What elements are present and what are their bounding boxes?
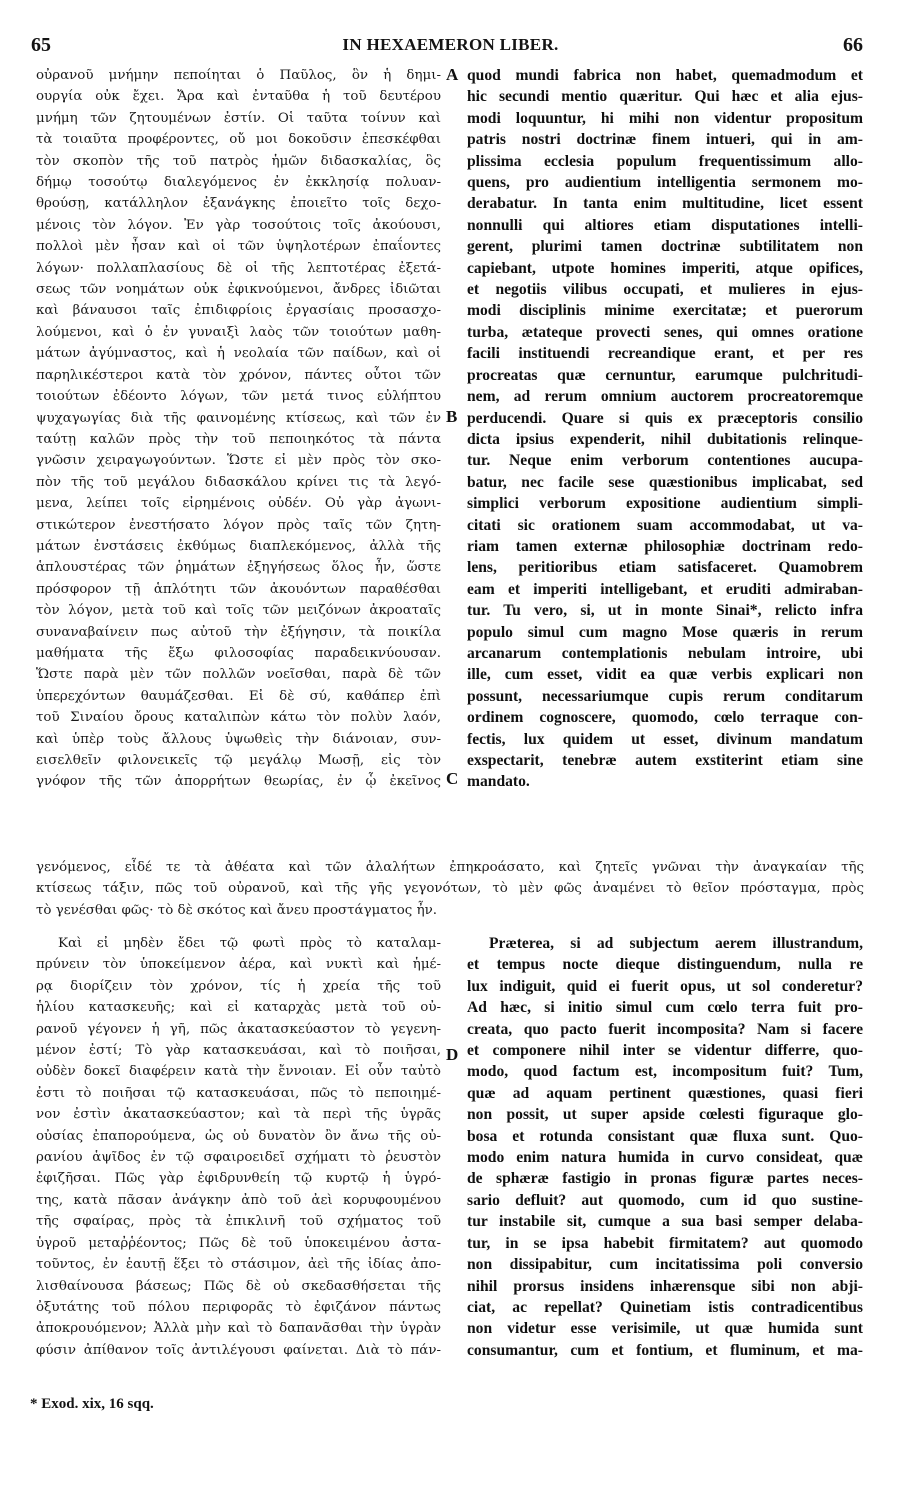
text-line: riam tamen externæ philosophiæ doctrinam redo- [467, 537, 863, 555]
text-line: ρᾳ διορίζειν τὸν χρόνον, τίς ἡ χρεία τῆς τοῦ [36, 978, 441, 994]
latin-column-top [467, 65, 863, 793]
text-line: patris nostri doctrinæ finem intueri, qui in am- [467, 131, 863, 149]
text-line: populo simul cum magno Mose quæris in rerum [467, 623, 863, 641]
text-line: bosa et rotunda consistant quæ fluxa sunt. Quo- [467, 1127, 863, 1145]
text-line: Præterea, si ad subjectum aerem illustrandum, [489, 935, 863, 952]
text-line: hic secundi mentio quæritur. Qui hæc et alia ejus- [467, 88, 863, 106]
text-line: nihil prorsus insidens inhærensque sibi non abji- [467, 1277, 863, 1295]
text-line: lux indiguit, quid ei fuerit opus, ut sol conderetur? [467, 977, 863, 995]
text-line: ὑπερεχόντων θαυμάζεσθαι. Εἰ δὲ σύ, καθάπερ ἐπὶ [36, 688, 441, 704]
text-line: nonnulli qui altiores etiam disputationes intelli- [467, 216, 863, 234]
text-line: modi loquuntur, hi mihi non videntur propositum [467, 109, 863, 127]
text-line: modi disciplinis minime exercitatæ; et puerorum [467, 302, 863, 320]
text-line: τὸν λόγον, μετὰ τοῦ καὶ τοῖς τῶν μειζόνων ἀκροαταῖς [36, 603, 441, 619]
text-line: et tempus nocte dieque distinguendum, nulla re [467, 956, 863, 974]
margin-marker-c: C [446, 769, 459, 788]
text-line: κτίσεως τάξιν, πῶς τοῦ οὐρανοῦ, καὶ τῆς γῆς γεγονότων, τὸ μὲν φῶς ἀναμένει τὸ θεῖον πρόσταγμα, πρὸς [36, 881, 864, 897]
text-line: πρύνειν τὸν ὑποκείμενον ἀέρα, καὶ νυκτὶ καὶ ἡμέ- [36, 957, 441, 973]
greek-column-top [36, 65, 441, 793]
text-line: πρόσφορον τῇ ἁπλότητι τῶν ἀκουόντων παραθέσθαι [36, 581, 441, 597]
text-line: non videtur esse verisimile, ut quæ humida sunt [467, 1320, 863, 1338]
text-line: μαθήματα τῆς ἔξω φιλοσοφίας παραδεικνύουσαν. [36, 645, 441, 661]
text-line: τὸν σκοπὸν τῆς τοῦ πατρὸς ἡμῶν διδασκαλίας, ὃς [36, 153, 441, 169]
text-line: Ὥστε παρὰ μὲν τῶν πολλῶν νοεῖσθαι, παρὰ δὲ τῶν [36, 667, 441, 683]
text-line: παρηλικέστεροι κατὰ τὸν χρόνον, πάντες οὗτοι τῶν [36, 367, 441, 383]
text-line: Ad hæc, si initio simul cum cœlo terra fuit pro- [467, 999, 863, 1017]
text-line: ἀποκρουόμενον; Ἀλλὰ μὴν καὶ τὸ δαπανᾶσθαι τὴν ὑγρὰν [36, 1321, 441, 1337]
text-line: arcanarum contemplationis nebulam introire, ubi [467, 644, 863, 662]
text-line: fectis, lux quidem ut esset, divinum mandatum [467, 730, 863, 748]
text-line: non possit, ut super apside cœlesti figuraque glo- [467, 1106, 863, 1124]
text-line: modo, quod factum est, incompositum fuit? Tum, [467, 1063, 863, 1081]
text-line: ψυχαγωγίας διὰ τῆς φαινομένης κτίσεως, καὶ τῶν ἐν [36, 410, 441, 426]
text-line: gerent, plurimi tamen doctrinæ subtilitatem non [467, 238, 863, 256]
text-line: τὸ γενέσθαι φῶς· τὸ δὲ σκότος καὶ ἄνευ προστάγματος ἦν. [36, 902, 437, 918]
text-line: φύσιν ἀπίθανον τοῖς ἀντιλέγουσι φαίνεται. Διὰ τὸ πάν- [36, 1342, 441, 1358]
page-number-right: 66 [843, 34, 863, 56]
text-line: καὶ ὑπὲρ τοὺς ἄλλους ὑψωθεὶς τὴν διάνοιαν, συν- [36, 731, 441, 747]
text-line: λόγων· πολλαπλασίους δὲ οἱ τῆς λεπτοτέρας ἐξετά- [36, 260, 441, 276]
text-line: capiebant, utpote homines imperiti, atque opifices, [467, 259, 863, 277]
text-line: quæ ad aquam pertinent quæstiones, quasi fieri [467, 1084, 863, 1102]
text-line: ὑγροῦ μεταῤῥέοντος; Πῶς δὲ τοῦ ὑποκειμένου ἀστα- [36, 1235, 441, 1251]
text-line: τοῦντος, ἐν ἑαυτῇ ἕξει τὸ στάσιμον, ἀεὶ τῆς ἰδίας ἀπο- [36, 1257, 441, 1273]
text-line: tur instabile sit, cumque a sua basi semper delaba- [467, 1213, 863, 1231]
text-line: eam et imperiti intelligebant, et eruditi admiraban- [467, 580, 863, 598]
text-line: μάτων ἐνστάσεις ἐκθύμως διαπλεκόμενος, ἀλλὰ τῆς [36, 538, 441, 554]
text-line: citati sic orationem suam accommodabat, ut va- [467, 516, 863, 534]
text-line: consumantur, cum et fontium, et fluminum, et ma- [467, 1341, 863, 1359]
text-line: tur. Tu vero, si, ut in monte Sinai*, relicto infra [467, 602, 863, 620]
text-line: μνήμη τῶν ζητουμένων ἐστίν. Οἱ ταῦτα τοίνυν καὶ [36, 110, 441, 126]
text-line: καὶ βάναυσοι ταῖς ἐπιδιφρίοις ἐργασίαις προσασχο- [36, 303, 441, 319]
text-line: μάτων ἀγύμναστος, καὶ ἡ νεολαία τῶν παίδων, καὶ οἱ [36, 346, 441, 362]
text-line: modo enim natura humida in curvo consideat, quæ [467, 1149, 863, 1167]
text-line: ordinem cognoscere, quomodo, cœlo terraque con- [467, 709, 863, 727]
text-line: creata, quo pacto fuerit incomposita? Nam si facere [467, 1020, 863, 1038]
text-line: ἁπλουστέρας τῶν ῥημάτων ἐξηγήσεως ὅλος ἦν, ὥστε [36, 560, 441, 576]
text-line: εισελθεῖν φιλονεικεῖς τῷ μεγάλῳ Μωσῇ, εἰς τὸν [36, 753, 441, 768]
text-line: turba, ætateque provecti senes, qui omnes oratione [467, 323, 863, 341]
text-line: της, κατὰ πᾶσαν ἀνάγκην ἀπὸ τοῦ ἀεὶ κορυφουμένου [36, 1192, 441, 1208]
text-line: ille, cum esset, vidit ea quæ verbis explicari non [467, 666, 863, 684]
text-line: lens, peritioribus etiam satisfaceret. Quamobrem [467, 559, 863, 577]
text-line: batur, nec facile sese quæstionibus implicabat, sed [467, 473, 863, 491]
text-line: ρανοῦ γέγονεν ἡ γῆ, πῶς ἀκατασκεύαστον τὸ γεγενη- [36, 1021, 441, 1037]
text-line: τοῦ Σιναίου ὄρους καταλιπὼν κάτω τὸν πολὺν λαόν, [36, 710, 441, 726]
greek-column-bottom [36, 933, 441, 1361]
latin-column-bottom [467, 933, 863, 1361]
text-line: δήμῳ τοσούτῳ διαλεγόμενος ἐν ἐκκλησίᾳ πολυαν- [36, 175, 441, 191]
margin-marker-d: D [446, 1045, 459, 1064]
text-line: quod mundi fabrica non habet, quemadmodum et [467, 67, 863, 84]
text-line: non dissipabitur, cum incitatissima poli conversio [467, 1256, 863, 1274]
text-line: plissima ecclesia populum frequentissimum allo- [467, 152, 863, 170]
text-line: de sphæræ fastigio in pronas figuræ partes neces- [467, 1170, 863, 1188]
text-line: facili instituendi recreandique erant, et per res [467, 345, 863, 363]
text-line: ciat, ac repellat? Quinetiam istis contradicentibus [467, 1298, 863, 1316]
text-line: derabatur. In tanta enim multitudine, licet essent [467, 195, 863, 213]
text-line: πολλοὶ μὲν ἦσαν καὶ οἱ τῶν ὑψηλοτέρων ἐπαΐοντες [36, 239, 441, 255]
text-line: οὐδὲν δοκεῖ διαφέρειν κατὰ τὴν ἔννοιαν. Εἰ οὖν ταὐτὸ [36, 1064, 441, 1080]
text-line: μενα, λείπει τοῖς εἰρημένοις οὐδέν. Οὐ γὰρ ἀγωνι- [36, 496, 441, 512]
text-line: ταύτῃ καλῶν πρὸς τὴν τοῦ πεποιηκότος τὰ πάντα [36, 431, 441, 447]
text-line: γνόφον τῆς τῶν ἀπορρήτων θεωρίας, ἐν ᾧ ἐκεῖνος [36, 774, 441, 790]
text-line: τοιούτων ἐδέοντο λόγων, τῶν μετά τινος εὐλήπτου [36, 389, 441, 405]
text-line: tur. Neque enim verborum contentiones aucupa- [467, 452, 863, 470]
text-line: ἐστι τὸ ποιῆσαι τῷ κατασκευάσαι, πῶς τὸ πεποιημέ- [36, 1085, 441, 1101]
margin-marker-a: A [446, 65, 459, 84]
text-line: tur, in se ipsa habebit firmitatem? aut quomodo [467, 1234, 863, 1252]
text-line: mandato. [467, 773, 530, 791]
text-line: perducendi. Quare si quis ex præceptoris consilio [467, 409, 863, 427]
footnote: * Exod. xix, 16 sqq. [30, 1396, 154, 1412]
text-line: σεως τῶν νοημάτων οὐκ ἐφικνούμενοι, ἄνδρες ἰδιῶται [36, 282, 441, 298]
text-line: τῆς σφαίρας, πρὸς τὰ ἐπικλινῆ τοῦ σχήματος τοῦ [36, 1214, 441, 1230]
text-line: γνῶσιν χειραγωγούντων. Ὥστε εἰ μὲν πρὸς τὸν σκο- [36, 453, 441, 469]
text-line: νον ἐστὶν ἀκατασκεύαστον; καὶ τὰ περὶ τῆς ὑγρᾶς [36, 1107, 441, 1123]
text-line: ἐφιζῆσαι. Πῶς γὰρ ἐφιδρυνθείη τῷ κυρτῷ ἡ ὑγρό- [36, 1171, 441, 1187]
text-line: dicta ipsius expenderit, nihil dubitationis relinque- [467, 430, 863, 448]
text-line: ὀξυτάτης τοῦ πόλου περιφορᾶς τὸ ἐφιζάνον πάντως [36, 1299, 441, 1315]
text-line: οὐσίας ἐπαπορούμενα, ὡς οὐ δυνατὸν ὂν ἄνω τῆς οὐ- [36, 1128, 441, 1144]
text-line: λισθαίνουσα βάσεως; Πῶς δὲ οὐ σκεδασθήσεται τῆς [36, 1278, 441, 1294]
text-line: et componere nihil inter se videntur differre, quo- [467, 1042, 863, 1060]
text-line: simplici verborum expositione audientium simpli- [467, 495, 863, 513]
text-line: ἡλίου κατασκευῆς; καὶ εἰ καταρχὰς μετὰ τοῦ οὐ- [36, 1000, 441, 1016]
text-line: θρούσῃ, κατάλληλον ἐξανάγκης ἐποιεῖτο τοῖς δεχο- [36, 196, 441, 212]
text-line: συναναβαίνειν πως αὐτοῦ τὴν ἐξήγησιν, τὰ ποικίλα [36, 624, 441, 640]
text-line: et negotiis vilibus occupati, et mulieres in ejus- [467, 281, 863, 299]
page-header [0, 0, 901, 62]
text-line: λούμενοι, καὶ ὁ ἐν γυναιξὶ λαὸς τῶν τοιούτων μαθη- [36, 324, 441, 340]
text-line: ουργία οὐκ ἔχει. Ἄρα καὶ ἐνταῦθα ἡ τοῦ δευτέρου [36, 89, 441, 105]
text-line: procreatas quæ cernuntur, earumque pulchritudi- [467, 366, 863, 384]
text-line: exspectarit, tenebræ autem exstiterint etiam sine [467, 752, 863, 769]
margin-marker-b: B [446, 407, 458, 426]
greek-full-width-text [36, 857, 864, 921]
running-title: IN HEXAEMERON LIBER. [342, 35, 559, 54]
text-line: quens, pro audientium intelligentia sermonem mo- [467, 174, 863, 192]
text-line: nem, ad rerum omnium auctorem procreatoremque [467, 388, 863, 406]
text-line: τὰ τοιαῦτα προφέροντες, οὔ μοι δοκοῦσιν ἐπεσκέφθαι [36, 132, 441, 148]
text-line: Καὶ εἰ μηδὲν ἔδει τῷ φωτὶ πρὸς τὸ καταλαμ- [58, 936, 441, 951]
text-line: πὸν τῆς τοῦ μεγάλου διδασκάλου κρίνει τις τὰ λεγό- [36, 474, 441, 490]
text-line: οὐρανοῦ μνήμην πεποίηται ὁ Παῦλος, ὃν ἡ δημι- [36, 68, 441, 83]
text-line: στικώτερον ἐνεστήσατο λόγον πρὸς ταῖς τῶν ζητη- [36, 517, 441, 533]
text-line: γενόμενος, εἶδέ τε τὰ ἀθέατα καὶ τῶν ἀλαλήτων ἐπηκροάσατο, καὶ ζητεῖς γνῶναι τὴν ἀναγκαίαν τῆς [36, 860, 864, 875]
text-line: sario defluit? aut quomodo, cum id quo sustine- [467, 1191, 863, 1209]
text-line: possunt, necessariumque cupis rerum conditarum [467, 687, 863, 705]
text-line: ρανίου ἁψῖδος ἐν τῷ σφαιροειδεῖ σχήματι τὸ ῥευστὸν [36, 1150, 441, 1166]
text-line: μένοις τὸν λόγον. Ἐν γὰρ τοσούτοις τοῖς ἀκούουσι, [36, 217, 441, 233]
page-number-left: 65 [31, 34, 51, 56]
text-line: μένον ἐστί; Τὸ γὰρ κατασκευάσαι, καὶ τὸ ποιῆσαι, [36, 1043, 441, 1059]
